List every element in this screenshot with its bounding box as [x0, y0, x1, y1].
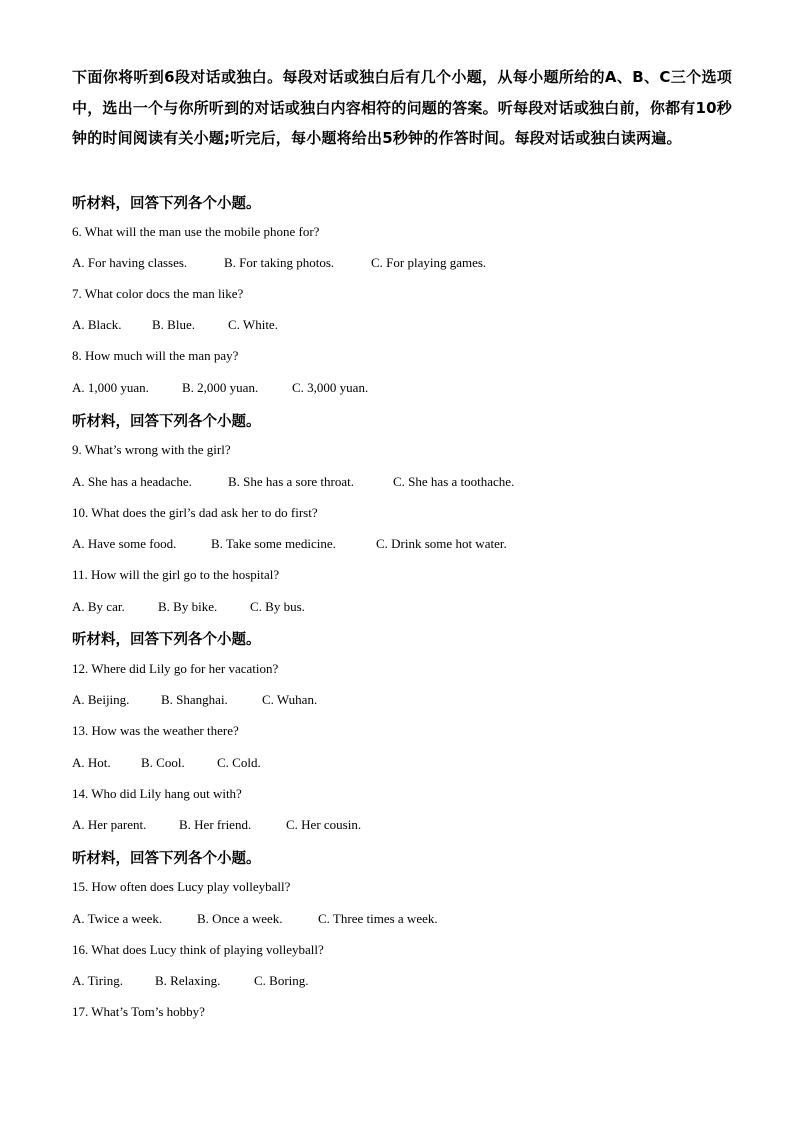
section-heading: 听材料，回答下列各个小题。: [72, 196, 261, 212]
option-a: A. For having classes.: [72, 255, 188, 270]
question-text: 10. What does the girl’s dad ask her to do first?: [72, 505, 318, 520]
option-a: A. Black.: [72, 317, 122, 332]
section-heading: 听材料，回答下列各个小题。: [72, 851, 261, 867]
option-a: A. Her parent.: [72, 817, 147, 832]
option-a: A. Twice a week.: [72, 911, 163, 926]
option-b: B. Take some medicine.: [211, 536, 336, 551]
option-a: A. Have some food.: [72, 536, 177, 551]
option-c: C. Wuhan.: [262, 692, 318, 707]
option-b: B. Blue.: [152, 317, 195, 332]
option-b: B. 2,000 yuan.: [182, 380, 259, 395]
answer-options: [72, 599, 305, 615]
answer-options: [72, 536, 507, 552]
option-c: C. Cold.: [217, 755, 261, 770]
option-c: C. For playing games.: [371, 255, 487, 270]
option-a: A. She has a headache.: [72, 474, 192, 489]
option-b: B. Cool.: [141, 755, 185, 770]
question-text: 15. How often does Lucy play volleyball?: [72, 879, 291, 894]
answer-options: [72, 755, 261, 771]
section-heading: 听材料，回答下列各个小题。: [72, 414, 261, 430]
question-text: 17. What’s Tom’s hobby?: [72, 1004, 205, 1019]
option-b: B. For taking photos.: [224, 255, 335, 270]
question-text: 11. How will the girl go to the hospital?: [72, 567, 280, 582]
question-text: 8. How much will the man pay?: [72, 348, 239, 363]
option-a: A. Beijing.: [72, 692, 130, 707]
option-b: B. She has a sore throat.: [228, 474, 355, 489]
option-c: C. Her cousin.: [286, 817, 362, 832]
question-text: 14. Who did Lily hang out with?: [72, 786, 242, 801]
option-a: A. Tiring.: [72, 973, 123, 988]
answer-options: [72, 817, 361, 833]
question-text: 12. Where did Lily go for her vacation?: [72, 661, 279, 676]
option-c: C. Drink some hot water.: [376, 536, 507, 551]
answer-options: [72, 317, 278, 333]
answer-options: [72, 911, 438, 927]
option-b: B. Shanghai.: [161, 692, 228, 707]
question-text: 6. What will the man use the mobile phone for?: [72, 224, 320, 239]
answer-options: [72, 255, 486, 271]
listening-instructions: 下面你将听到6段对话或独白。每段对话或独白后有几个小题，从每小题所给的A、B、C三个选项中，选出一个与你所听到的对话或独白内容相符的问题的答案。听每段对话或独白前，你都有10秒钟的时间阅读有关小题;听完后，每小题将给出5秒钟的作答时间。每段对话或独白读两遍。: [72, 68, 732, 147]
option-c: C. She has a toothache.: [393, 474, 515, 489]
answer-options: [72, 973, 309, 989]
option-b: B. Once a week.: [197, 911, 283, 926]
option-c: C. By bus.: [250, 599, 305, 614]
option-c: C. Boring.: [254, 973, 309, 988]
option-b: B. By bike.: [158, 599, 218, 614]
question-text: 16. What does Lucy think of playing volleyball?: [72, 942, 324, 957]
question-text: 9. What’s wrong with the girl?: [72, 442, 231, 457]
option-a: A. 1,000 yuan.: [72, 380, 149, 395]
option-c: C. 3,000 yuan.: [292, 380, 369, 395]
answer-options: [72, 474, 514, 490]
option-b: B. Her friend.: [179, 817, 252, 832]
option-b: B. Relaxing.: [155, 973, 221, 988]
option-c: C. White.: [228, 317, 278, 332]
question-text: 13. How was the weather there?: [72, 723, 239, 738]
question-text: 7. What color docs the man like?: [72, 286, 244, 301]
section-heading: 听材料，回答下列各个小题。: [72, 632, 261, 648]
option-a: A. Hot.: [72, 755, 111, 770]
option-a: A. By car.: [72, 599, 125, 614]
option-c: C. Three times a week.: [318, 911, 438, 926]
answer-options: [72, 692, 317, 708]
answer-options: [72, 380, 368, 396]
